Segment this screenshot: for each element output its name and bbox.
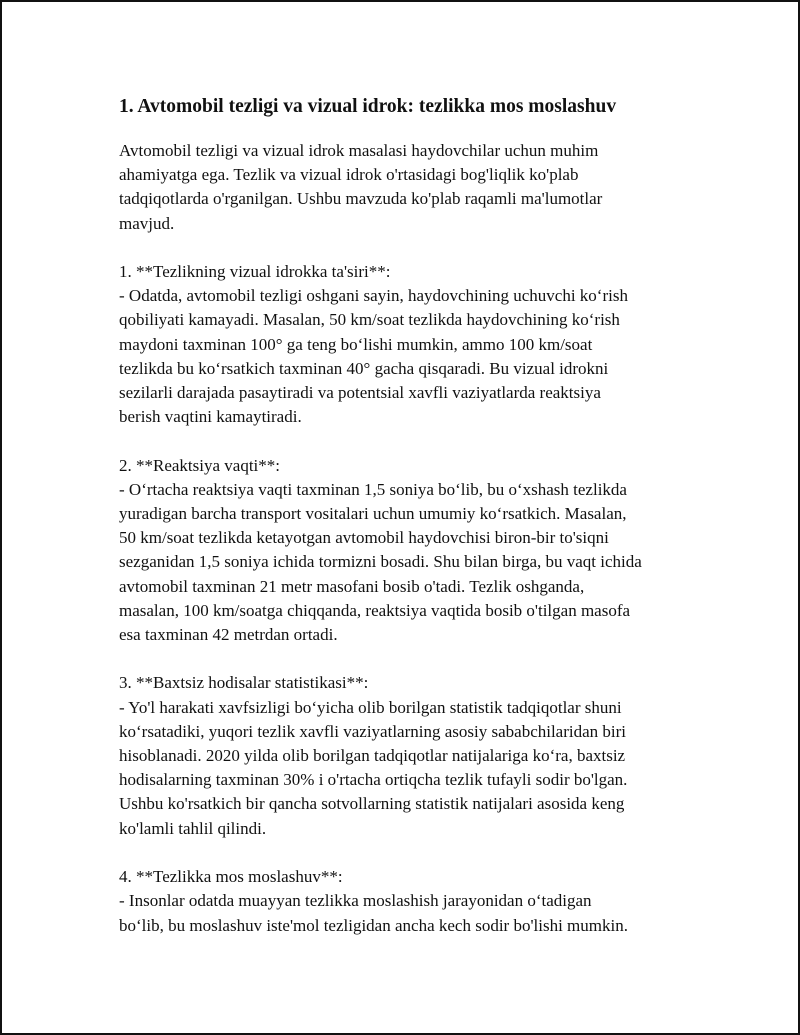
- document-content: [119, 94, 691, 938]
- document-title: 1. Avtomobil tezligi va vizual idrok: tezlikka mos moslashuv: [119, 96, 617, 117]
- document-body: Avtomobil tezligi va vizual idrok masalasi haydovchilar uchun muhim ahamiyatga ega. Tezlik va vizual idrok o'rtasidagi bog'liqlik ko'plab tadqiqotlarda o'rganilgan. Ushbu mavzuda ko'plab raqamli ma'lumotlar mavjud. 1. **Tezlikning vizual idrokka ta'siri**: - Odatda, avtomobil tezligi oshgani sayin, haydovchining uchuvchi ko‘rish qobiliyati kamayadi. Masalan, 50 km/soat tezlikda haydovchining ko‘rish maydoni taxminan 100° ga teng bo‘lishi mumkin, ammo 100 km/soat tezlikda bu ko‘rsatkich taxminan 40° gacha qisqaradi. Bu vizual idrokni sezilarli darajada pasaytiradi va potentsial xavfli vaziyatlarda reaktsiya berish vaqtini kamaytiradi. 2. **Reaktsiya vaqti**: - O‘rtacha reaktsiya vaqti taxminan 1,5 soniya bo‘lib, bu o‘xshash tezlikda yuradigan barcha transport vositalari uchun umumiy ko‘rsatkich. Masalan, 50 km/soat tezlikda ketayotgan avtomobil haydovchisi biron-bir to'siqni sezganidan 1,5 soniya ichida tormizni bosadi. Shu bilan birga, bu vaqt ichida avtomobil taxminan 21 metr masofani bosib o'tadi. Tezlik oshganda, masalan, 100 km/soatga chiqqanda, reaktsiya vaqtida bosib o'tilgan masofa esa taxminan 42 metrdan ortadi. 3. **Baxtsiz hodisalar statistikasi**: - Yo'l harakati xavfsizligi bo‘yicha olib borilgan statistik tadqiqotlar shuni ko‘rsatadiki, yuqori tezlik xavfli vaziyatlarning asosiy sababchilaridan biri hisoblanadi. 2020 yilda olib borilgan tadqiqotlar natijalariga ko‘ra, baxtsiz hodisalarning taxminan 30% i o'rtacha ortiqcha tezlik tufayli sodir bo'lgan. Ushbu ko'rsatkich bir qancha sotvollarning statistik natijalari asosida keng ko'lamli tahlil qilindi. 4. **Tezlikka mos moslashuv**: - Insonlar odatda muayyan tezlikka moslashish jarayonidan o‘tadigan bo‘lib, bu moslashuv iste'mol tezligidan ancha kech sodir bo'lishi mumkin.: [119, 141, 642, 935]
